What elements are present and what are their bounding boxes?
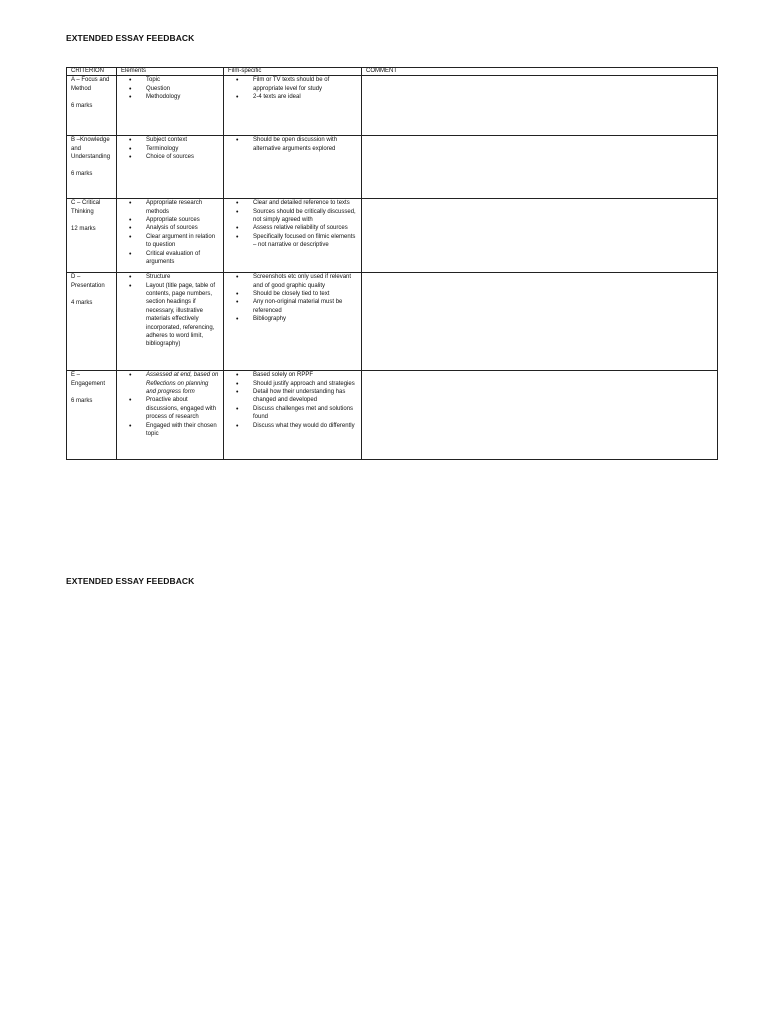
criterion-marks: 6 marks bbox=[71, 102, 93, 109]
criterion-cell bbox=[67, 136, 117, 199]
comment-cell[interactable] bbox=[362, 76, 718, 136]
list-item: • Sources should be critically discussed, not simply agreed with bbox=[228, 208, 357, 225]
list-item: • Film or TV texts should be of appropriate level for study bbox=[228, 76, 357, 93]
list-item: • Subject context bbox=[121, 136, 219, 144]
list-item: • Bibliography bbox=[228, 315, 357, 323]
table-row bbox=[67, 136, 718, 199]
list-item: • Methodology bbox=[121, 93, 219, 101]
criterion-marks: 4 marks bbox=[71, 299, 93, 306]
list-item: • Clear argument in relation to question bbox=[121, 233, 219, 250]
list-item: • Question bbox=[121, 85, 219, 93]
feedback-table bbox=[66, 67, 718, 460]
film-specific-cell bbox=[224, 76, 362, 136]
list-item: • Structure bbox=[121, 273, 219, 281]
table-row bbox=[67, 76, 718, 136]
film-specific-cell bbox=[224, 136, 362, 199]
list-item: • Detail how their understanding has changed and developed bbox=[228, 388, 357, 405]
header-comment: COMMENT bbox=[362, 68, 718, 76]
list-item: • Layout (title page, table of contents, page numbers, section headings if necessary, illustrative materials effectively incorporated, referencing, adheres to word limit, bibliography) bbox=[121, 282, 219, 349]
list-item: • Proactive about discussions, engaged with process of research bbox=[121, 396, 219, 421]
list-item: • Any non-original material must be referenced bbox=[228, 298, 357, 315]
criterion-cell bbox=[67, 76, 117, 136]
list-item: • Choice of sources bbox=[121, 153, 219, 161]
table-row bbox=[67, 371, 718, 460]
header-film-specific: Film-specific bbox=[224, 68, 362, 76]
list-item: • Specifically focused on filmic elements – not narrative or descriptive bbox=[228, 233, 357, 250]
list-item: • 2-4 texts are ideal bbox=[228, 93, 357, 101]
list-item: • Discuss challenges met and solutions found bbox=[228, 405, 357, 422]
criterion-name: C – Critical Thinking bbox=[71, 200, 101, 215]
list-item: • Appropriate research methods bbox=[121, 199, 219, 216]
film-specific-cell bbox=[224, 199, 362, 273]
film-specific-cell bbox=[224, 273, 362, 371]
criterion-name: A – Focus and Method bbox=[71, 77, 110, 92]
table-row bbox=[67, 273, 718, 371]
criterion-cell bbox=[67, 273, 117, 371]
elements-cell bbox=[117, 76, 224, 136]
criterion-name: D – Presentation bbox=[71, 274, 105, 289]
list-item: • Terminology bbox=[121, 145, 219, 153]
table-row bbox=[67, 199, 718, 273]
elements-cell bbox=[117, 136, 224, 199]
criterion-cell bbox=[67, 199, 117, 273]
list-item: • Screenshots etc only used if relevant and of good graphic quality bbox=[228, 273, 357, 290]
elements-cell bbox=[117, 199, 224, 273]
list-item: • Assess relative reliability of sources bbox=[228, 224, 357, 232]
header-elements: Elements bbox=[117, 68, 224, 76]
list-item: • Should justify approach and strategies bbox=[228, 380, 357, 388]
list-item: • Engaged with their chosen topic bbox=[121, 422, 219, 439]
list-item: • Based solely on RPPF bbox=[228, 371, 357, 379]
criterion-marks: 12 marks bbox=[71, 225, 96, 232]
elements-cell bbox=[117, 273, 224, 371]
criterion-marks: 6 marks bbox=[71, 397, 93, 404]
elements-cell bbox=[117, 371, 224, 460]
table-header-row bbox=[67, 68, 718, 76]
criterion-marks: 6 marks bbox=[71, 171, 93, 178]
document-title-second-page: EXTENDED ESSAY FEEDBACK bbox=[66, 576, 195, 586]
list-item: • Clear and detailed reference to texts bbox=[228, 199, 357, 207]
comment-cell[interactable] bbox=[362, 136, 718, 199]
criterion-cell bbox=[67, 371, 117, 460]
list-item: • Critical evaluation of arguments bbox=[121, 250, 219, 267]
criterion-name: B –Knowledge and Understanding bbox=[71, 137, 111, 160]
list-item: • Analysis of sources bbox=[121, 224, 219, 232]
list-item: • Assessed at end, based on Reflections on planning and progress form bbox=[121, 371, 219, 396]
comment-cell[interactable] bbox=[362, 199, 718, 273]
comment-cell[interactable] bbox=[362, 371, 718, 460]
list-item: • Should be closely tied to text bbox=[228, 290, 357, 298]
header-criterion: CRITERION bbox=[67, 68, 117, 76]
document-title: EXTENDED ESSAY FEEDBACK bbox=[66, 33, 195, 43]
list-item: • Should be open discussion with alternative arguments explored bbox=[228, 136, 357, 153]
list-item: • Topic bbox=[121, 76, 219, 84]
comment-cell[interactable] bbox=[362, 273, 718, 371]
list-item: • Appropriate sources bbox=[121, 216, 219, 224]
criterion-name: E – Engagement bbox=[71, 372, 106, 387]
film-specific-cell bbox=[224, 371, 362, 460]
list-item: • Discuss what they would do differently bbox=[228, 422, 357, 430]
